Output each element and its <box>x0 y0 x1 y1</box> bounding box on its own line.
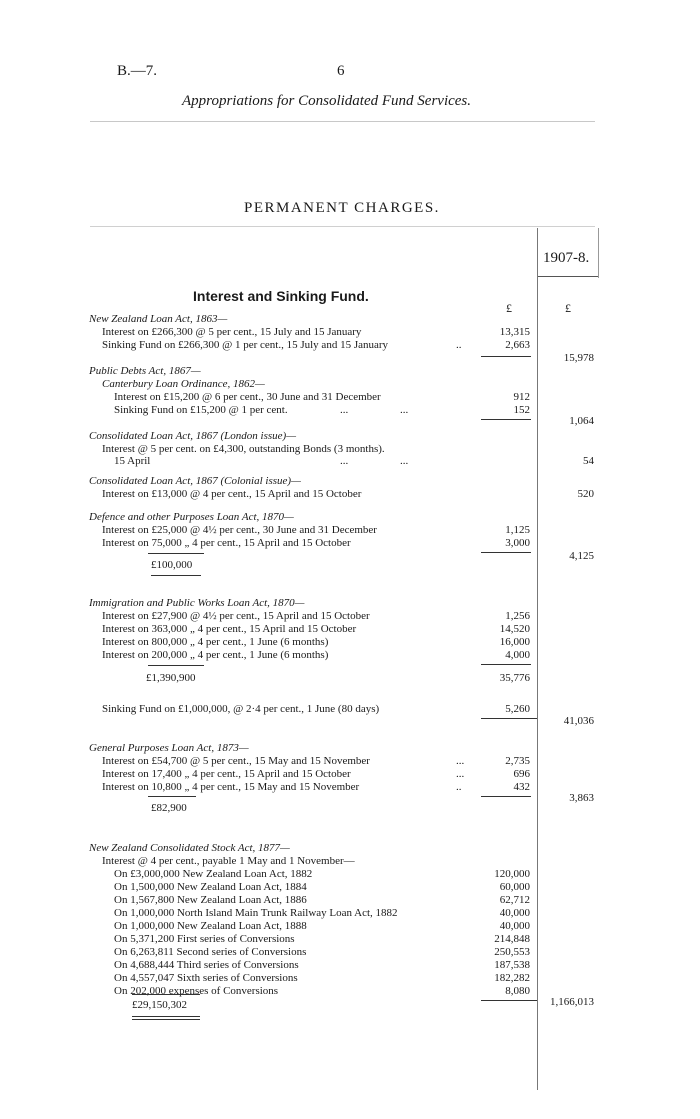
sinking-fund-line: Sinking Fund on £1,000,000, @ 2·4 per cent., 1 June (80 days) <box>102 703 380 715</box>
stock-line: On 1,567,800 New Zealand Loan Act, 1886 <box>114 894 307 906</box>
document-code: B.—7. <box>117 63 158 79</box>
loan-heading: Consolidated Loan Act, 1867 (Colonial issue)— <box>89 475 301 487</box>
amount: 40,000 <box>499 907 530 919</box>
principal-subtotal: £1,390,900 <box>146 672 196 684</box>
subtotal-rule <box>132 994 200 995</box>
amount-sum: 35,776 <box>499 672 530 684</box>
stock-line: On 4,688,444 Third series of Conversions <box>114 959 299 971</box>
loan-line: Interest on 800,000 „ 4 per cent., 1 June (6 months) <box>102 636 329 648</box>
loan-line: Sinking Fund on £266,300 @ 1 per cent., 15 July and 15 January <box>102 339 389 351</box>
year-column-header: 1907-8. <box>543 250 590 266</box>
loan-heading: General Purposes Loan Act, 1873— <box>89 742 249 754</box>
header-divider <box>90 121 595 122</box>
page-number: 6 <box>337 63 345 79</box>
total: 4,125 <box>569 550 594 562</box>
total: 15,978 <box>563 352 594 364</box>
loan-line: 15 April <box>114 455 151 467</box>
amount: 187,538 <box>494 959 530 971</box>
amount: 8,080 <box>505 985 530 997</box>
year-divider <box>538 276 598 277</box>
loan-line: Interest on £266,300 @ 5 per cent., 15 July and 15 January <box>102 326 362 338</box>
loan-line: Interest on £25,000 @ 4½ per cent., 30 June and 31 December <box>102 524 377 536</box>
amount: 152 <box>513 404 530 416</box>
stock-line: On £3,000,000 New Zealand Loan Act, 1882 <box>114 868 313 880</box>
loan-line: Interest on £54,700 @ 5 per cent., 15 May and 15 November <box>102 755 370 767</box>
amount: 5,260 <box>505 703 530 715</box>
stock-line: On 1,000,000 North Island Main Trunk Railway Loan Act, 1882 <box>114 907 398 919</box>
total: 520 <box>577 488 594 500</box>
dot-leader: ... <box>456 755 465 767</box>
stock-line: On 5,371,200 First series of Conversions <box>114 933 295 945</box>
loan-line: Interest on £27,900 @ 4½ per cent., 15 April and 15 October <box>102 610 370 622</box>
loan-line: Interest on £15,200 @ 6 per cent., 30 June and 31 December <box>114 391 381 403</box>
loan-heading: Consolidated Loan Act, 1867 (London issue)— <box>89 430 296 442</box>
currency-column-1: £ <box>506 301 512 315</box>
stock-line: On 6,263,811 Second series of Conversions <box>114 946 307 958</box>
stock-line: On 4,557,047 Sixth series of Conversions <box>114 972 298 984</box>
currency-column-2: £ <box>565 301 571 315</box>
page-heading: PERMANENT CHARGES. <box>244 200 440 216</box>
subtotal-underline <box>132 1016 200 1017</box>
subtotal-rule <box>148 796 196 797</box>
principal-subtotal: £100,000 <box>151 559 193 571</box>
dot-leader: ... <box>400 404 409 416</box>
dot-leader: ... <box>400 455 409 467</box>
amount: 432 <box>513 781 530 793</box>
loan-heading: New Zealand Loan Act, 1863— <box>89 313 228 325</box>
loan-heading: Public Debts Act, 1867— <box>89 365 201 377</box>
total: 1,166,013 <box>550 996 594 1008</box>
amount: 2,735 <box>505 755 530 767</box>
loan-line: Interest @ 5 per cent. on £4,300, outstanding Bonds (3 months). <box>102 443 385 455</box>
loan-line: Interest on 10,800 „ 4 per cent., 15 May and 15 November <box>102 781 360 793</box>
total: 1,064 <box>569 415 594 427</box>
loan-heading: Defence and other Purposes Loan Act, 1870— <box>89 511 294 523</box>
total: 41,036 <box>563 715 594 727</box>
amount: 14,520 <box>499 623 530 635</box>
amount: 182,282 <box>494 972 530 984</box>
section-heading: Interest and Sinking Fund. <box>193 288 369 304</box>
amount: 250,553 <box>494 946 530 958</box>
amount: 2,663 <box>505 339 530 351</box>
subtotal-rule <box>148 553 204 554</box>
amount: 696 <box>513 768 530 780</box>
subtotal-underline <box>151 575 201 576</box>
amount: 3,000 <box>505 537 530 549</box>
column-rule-right <box>598 228 599 278</box>
amount: 214,848 <box>494 933 530 945</box>
subtotal-rule <box>148 665 204 666</box>
loan-line: Interest on 200,000 „ 4 per cent., 1 June (6 months) <box>102 649 329 661</box>
stock-line: On 1,500,000 New Zealand Loan Act, 1884 <box>114 881 307 893</box>
loan-heading: Immigration and Public Works Loan Act, 1870— <box>89 597 305 609</box>
total: 54 <box>583 455 594 467</box>
document-title: Appropriations for Consolidated Fund Services. <box>182 93 472 109</box>
amount: 60,000 <box>499 881 530 893</box>
dot-leader: .. <box>456 781 462 793</box>
sum-rule <box>481 664 531 665</box>
heading-divider <box>90 226 595 227</box>
amount: 1,256 <box>505 610 530 622</box>
amount: 13,315 <box>499 326 530 338</box>
total: 3,863 <box>569 792 594 804</box>
loan-line: Interest on 75,000 „ 4 per cent., 15 April and 15 October <box>102 537 351 549</box>
stock-intro: Interest @ 4 per cent., payable 1 May and 1 November— <box>102 855 355 867</box>
loan-line: Interest on 363,000 „ 4 per cent., 15 April and 15 October <box>102 623 357 635</box>
loan-line: Interest on 17,400 „ 4 per cent., 15 April and 15 October <box>102 768 351 780</box>
amount: 912 <box>513 391 530 403</box>
amount: 1,125 <box>505 524 530 536</box>
principal-subtotal: £82,900 <box>151 802 187 814</box>
subtotal-underline <box>132 1019 200 1020</box>
loan-heading: New Zealand Consolidated Stock Act, 1877— <box>89 842 290 854</box>
dot-leader: ... <box>340 455 349 467</box>
dot-leader: .. <box>456 339 462 351</box>
loan-line: Interest on £13,000 @ 4 per cent., 15 April and 15 October <box>102 488 362 500</box>
amount: 16,000 <box>499 636 530 648</box>
amount: 62,712 <box>499 894 530 906</box>
loan-subheading: Canterbury Loan Ordinance, 1862— <box>102 378 265 390</box>
dot-leader: ... <box>456 768 465 780</box>
dot-leader: ... <box>340 404 349 416</box>
amount: 4,000 <box>505 649 530 661</box>
loan-line: Sinking Fund on £15,200 @ 1 per cent. <box>114 404 288 416</box>
stock-line: On 1,000,000 New Zealand Loan Act, 1888 <box>114 920 307 932</box>
principal-subtotal: £29,150,302 <box>132 999 187 1011</box>
stock-line: On 202,000 expenses of Conversions <box>114 985 279 997</box>
amount: 120,000 <box>494 868 530 880</box>
amount: 40,000 <box>499 920 530 932</box>
